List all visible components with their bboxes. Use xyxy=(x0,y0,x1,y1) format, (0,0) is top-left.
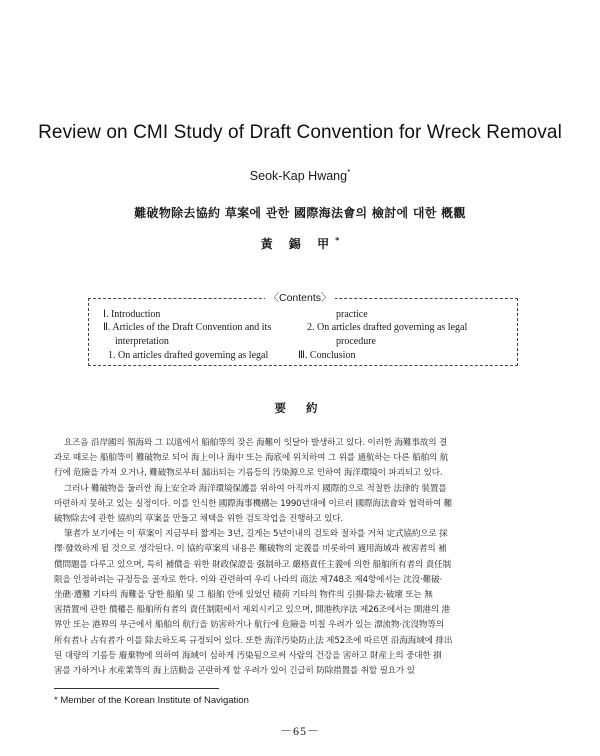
contents-item-introduction: Ⅰ. Introduction xyxy=(103,309,161,320)
abstract-line: 償問題를 다루고 있으며, 특히 補償을 위한 財政保證을 强制하고 嚴格責任主義에 의한 船舶所有者의 責任制 xyxy=(54,559,451,570)
author-footnote-mark: * xyxy=(347,168,351,177)
abstract-line: 筆者가 보기에는 이 草案이 지금부터 짧게는 3년, 길게는 5년이내의 검토와 절차를 거쳐 定式協約으로 採 xyxy=(64,529,448,540)
footnote: * Member of the Korean Institute of Navigation xyxy=(54,695,249,706)
abstract-heading: 要 約 xyxy=(274,401,326,415)
author-korean-name: 黃 錫 甲 xyxy=(260,237,336,251)
contents-item-articles-cont: interpretation xyxy=(115,336,169,347)
abstract-line: 行에 危險을 가져 오거나, 難破物로부터 漏出되는 기름등의 汚染源으로 인하여 海洋環境이 파괴되고 있다. xyxy=(54,468,443,479)
author-korean-footnote-mark: * xyxy=(335,236,340,245)
abstract-line: 害를 가하거나 水産業等의 海上活動을 곤란하게 할 우려가 있어 긴급히 防除措置를 취할 필요가 있 xyxy=(54,666,415,676)
footnote-rule xyxy=(54,688,219,689)
abstract-line: 坐礁·遭難 기타의 海難을 당한 船舶 및 그 船舶 안에 있었던 積荷 기타의 物件의 引揚·除去·破壞 또는 無 xyxy=(54,590,433,600)
contents-heading: 〈Contents〉 xyxy=(0,290,600,305)
author-english-name: Seok-Kap Hwang xyxy=(249,169,348,184)
abstract-line: 限을 인정하려는 규정등을 골자로 한다. 이와 관련하여 우리 나라의 商法 제748조 제4항에서는 沈沒·難破· xyxy=(54,574,443,585)
contents-item-articles: Ⅱ. Articles of the Draft Convention and its xyxy=(103,322,272,333)
page-number: －65－ xyxy=(279,724,320,738)
contents-item-legal-procedure: 2. On articles drafted governing as legal xyxy=(307,322,468,333)
paper-title: Review on CMI Study of Draft Convention for Wreck Removal xyxy=(38,122,562,143)
abstract-line: 害措置에 관한 償權은 船舶所有者의 責任制限에서 제외시키고 있으며, 開港秩序法 제26조에서는 開港의 港 xyxy=(54,605,450,616)
abstract-line: 所有者나 占有者가 이를 除去하도록 규정되어 있다. 또한 海洋汚染防止法 제52조에 따르면 沿海海域에 排出 xyxy=(54,635,453,646)
abstract-line: 界안 또는 港界의 부근에서 船舶의 航行을 妨害하거나 航行에 危險을 미칠 우려가 있는 漂流物·沈沒物等의 xyxy=(54,620,444,631)
abstract-line: 마련하지 못하고 있는 실정이다. 이를 인식한 國際海事機構는 1990년대에 이르러 國際海法會와 협력하여 難 xyxy=(54,498,453,509)
abstract-line: 擇·發效하게 될 것으로 생각된다. 이 協約草案의 내용은 難破物의 定義를 비롯하여 適用海域과 被害者의 補 xyxy=(54,544,447,555)
author-korean xyxy=(0,235,600,252)
abstract-line: 破物除去에 관한 協約의 草案을 만들고 채택을 위한 검토작업을 진행하고 있다. xyxy=(54,514,344,524)
abstract-line: 그러나 難破物을 둘러싼 海上安全과 海洋環境保護를 위하여 아직까지 國際的으로 적절한 法律的 裝置를 xyxy=(64,483,447,494)
abstract-line: 된 대량의 기름등 廢棄物에 의하여 海域이 심하게 汚染됨으로써 사람의 건강을 害하고 財産上의 중대한 損 xyxy=(54,650,442,661)
contents-item-legal-procedure-cont: procedure xyxy=(336,336,376,347)
contents-item-legal-practice-cont: practice xyxy=(336,309,368,320)
author-english xyxy=(0,168,600,183)
contents-item-conclusion: Ⅲ. Conclusion xyxy=(298,350,356,361)
abstract-line: 과로 때로는 船舶等이 難破物로 되어 海上이나 海中 또는 海底에 위치하여 그 위를 通航하는 다른 船舶의 航 xyxy=(54,453,449,464)
paper-title-korean: 難破物除去協約 草案에 관한 國際海法會의 檢討에 대한 槪觀 xyxy=(134,206,466,220)
abstract-line: 요즈음 沿岸國의 領海와 그 以遠에서 船舶等의 잦은 海難이 잇달아 발생하고 있다. 이러한 海難事故의 결 xyxy=(64,438,448,448)
contents-item-legal-practice: 1. On articles drafted governing as legal xyxy=(108,350,269,361)
